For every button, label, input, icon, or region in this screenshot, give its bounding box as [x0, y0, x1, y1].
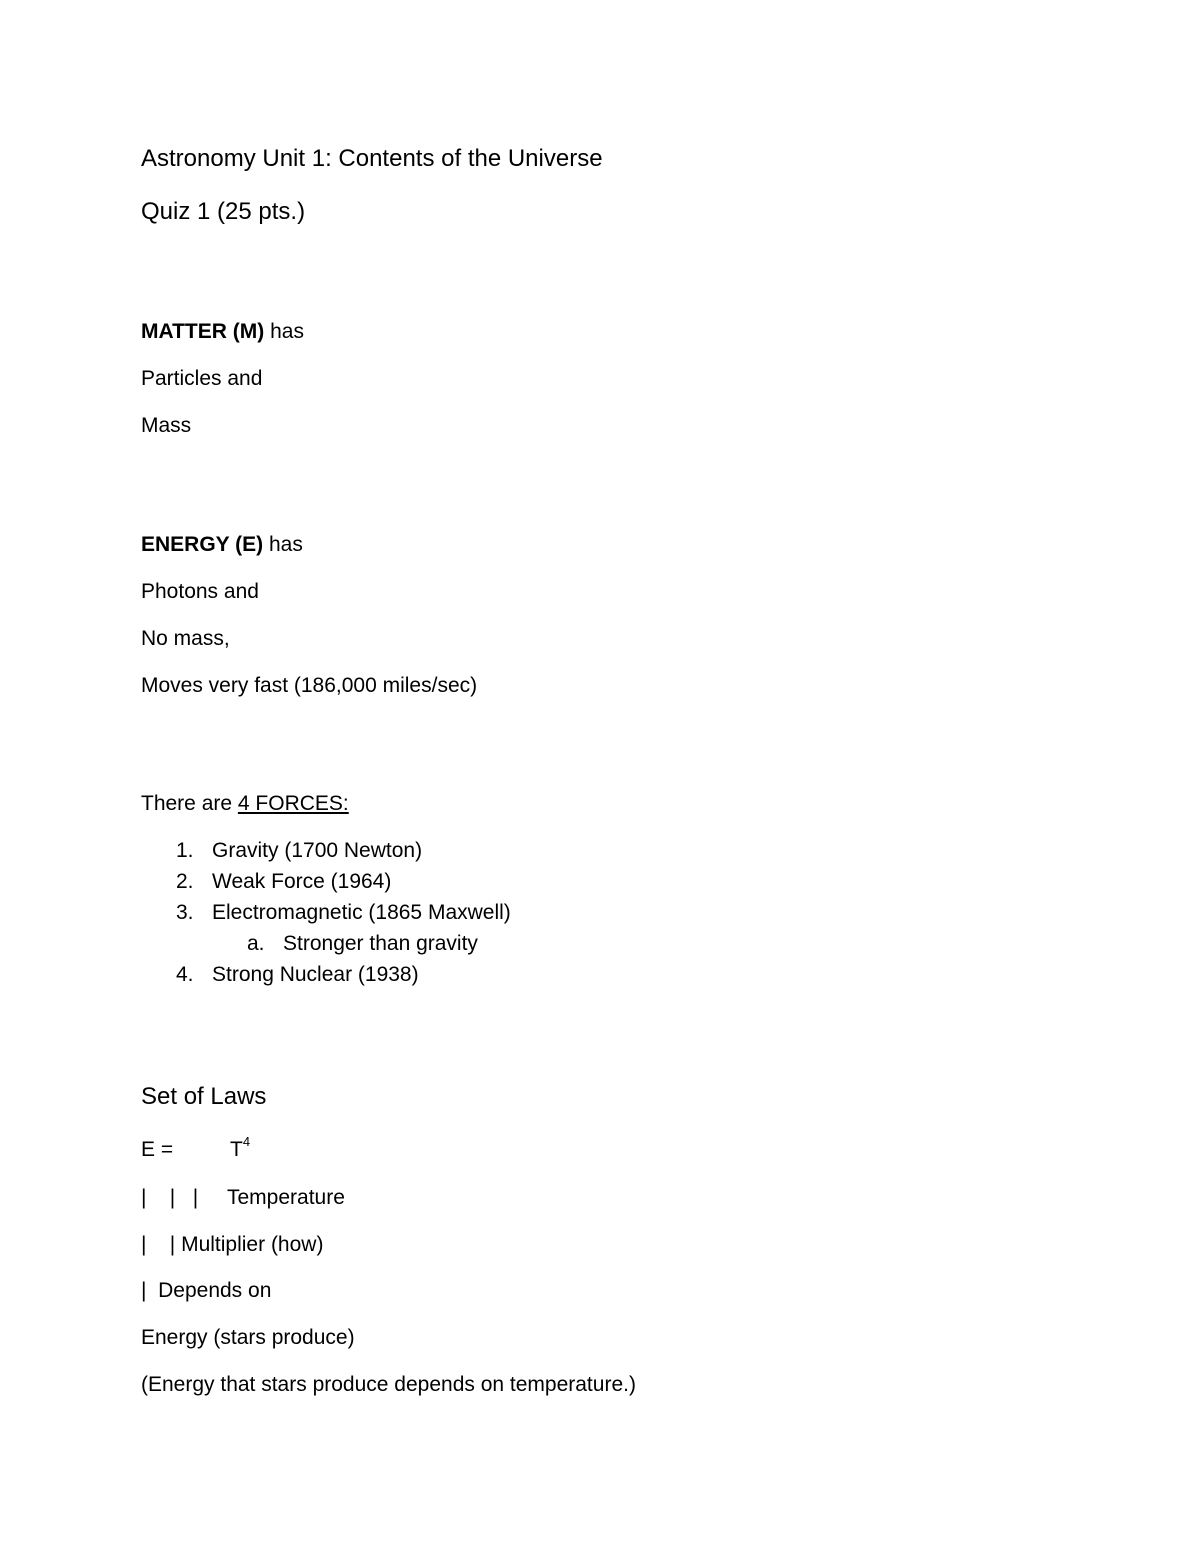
energy-line-no-mass: No mass, — [141, 627, 230, 650]
forces-intro-text: There are — [141, 792, 238, 815]
laws-line-temperature: | | | Temperature — [141, 1186, 345, 1209]
laws-heading: Set of Laws — [141, 1083, 267, 1110]
list-item-text: Weak Force (1964) — [212, 870, 392, 893]
list-item-number: 1. — [176, 839, 194, 862]
sub-list-item-text: Stronger than gravity — [283, 932, 478, 955]
matter-heading-rest: has — [264, 320, 304, 343]
energy-line-photons: Photons and — [141, 580, 259, 603]
matter-heading — [141, 319, 304, 345]
list-item-text: Electromagnetic (1865 Maxwell) — [212, 901, 511, 924]
matter-line-particles: Particles and — [141, 367, 263, 390]
energy-line-speed: Moves very fast (186,000 miles/sec) — [141, 674, 478, 697]
list-item-number: 3. — [176, 901, 194, 924]
list-item-number: 4. — [176, 963, 194, 986]
laws-line-depends: | Depends on — [141, 1279, 272, 1302]
list-item-text: Gravity (1700 Newton) — [212, 839, 423, 862]
matter-heading-bold: MATTER (M) — [141, 320, 265, 343]
energy-heading — [141, 532, 303, 558]
laws-line-multiplier: | | Multiplier (how) — [141, 1233, 324, 1256]
laws-line-summary: (Energy that stars produce depends on temperature.) — [141, 1373, 636, 1396]
document-title: Astronomy Unit 1: Contents of the Universe — [141, 145, 603, 172]
equation-variable: T — [230, 1138, 243, 1161]
equation-exponent: 4 — [242, 1134, 251, 1149]
sub-list-item-letter: a. — [247, 932, 265, 955]
list-item-number: 2. — [176, 870, 194, 893]
equation-left: E = — [141, 1138, 174, 1161]
equation — [141, 1137, 173, 1163]
energy-heading-bold: ENERGY (E) — [141, 533, 264, 556]
energy-heading-rest: has — [263, 533, 303, 556]
list-item-text: Strong Nuclear (1938) — [212, 963, 419, 986]
matter-line-mass: Mass — [141, 414, 192, 437]
forces-intro-underlined: 4 FORCES: — [237, 792, 349, 815]
laws-line-energy: Energy (stars produce) — [141, 1326, 355, 1349]
forces-intro — [141, 791, 349, 817]
equation-right — [230, 1134, 251, 1163]
quiz-subtitle: Quiz 1 (25 pts.) — [141, 198, 306, 225]
